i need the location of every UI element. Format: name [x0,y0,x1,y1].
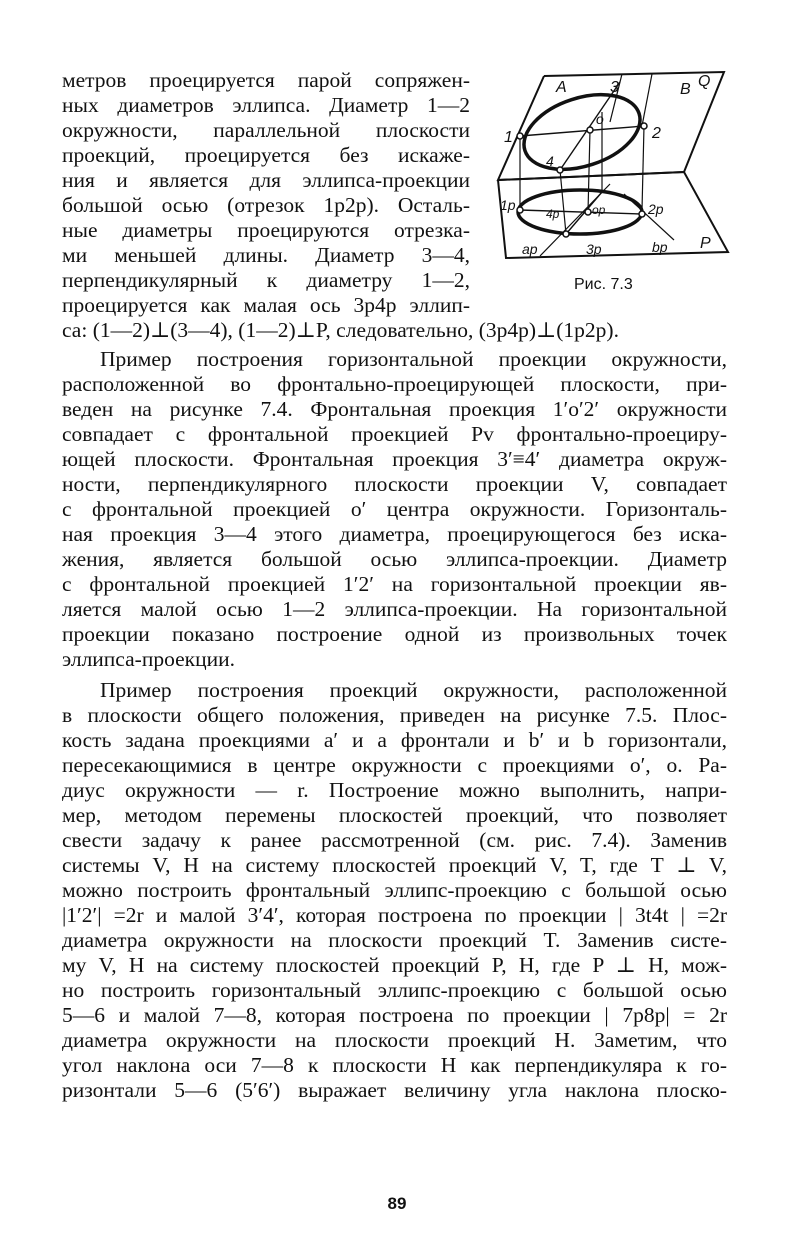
label-bp: bp [652,239,668,255]
point-1 [517,133,523,139]
text-line: системы V, H на систему плоскостей проекций V, T, где T ⊥ V, [62,853,727,877]
text-line: кость задана проекциями a′ и a фронтали и b′ и b горизонтали, [62,728,727,752]
label-1p: 1p [500,197,516,213]
point-2p [639,211,645,217]
text-line: угол наклона оси 7—8 к плоскости H как перпендикуляра к го- [62,1053,727,1077]
text-line: в плоскости общего положения, приведен на рисунке 7.5. Плос- [62,703,727,727]
label-2: 2 [652,125,661,142]
text-line: свести задачу к ранее рассмотренной (см. рис. 7.4). Заменив [62,828,727,852]
label-1: 1 [504,129,513,146]
text-line: са: (1—2)⊥(3—4), (1—2)⊥P, следовательно, (3p4p)⊥(1p2p). [62,318,619,342]
diameter-1-2 [520,126,644,136]
text-line: эллипса-проекции. [62,647,235,671]
text-line: проецируется как малая ось 3p4p эллип- [62,293,470,317]
text-line: ми меньшей длины. Диаметр 3—4, [62,243,470,267]
text-line: диаметра окружности на плоскости проекций H. Заметим, что [62,1028,727,1052]
text-line: большой осью (отрезок 1p2p). Осталь- [62,193,470,217]
text-line: ности, перпендикулярного плоскости проекции V, совпадает [62,472,727,496]
text-line: ных диаметров эллипса. Диаметр 1—2 [62,93,470,117]
figure-7-3 [492,52,732,272]
text-line: диаметра окружности на плоскости проекций T. Заменив систе- [62,928,727,952]
text-line: окружности, параллельной плоскости [62,118,470,142]
text-line: ные диаметры проецируются отрезка- [62,218,470,242]
text-line: пересекающимися в центре окружности с проекциями o′, o. Ра- [62,753,727,777]
text-line: веден на рисунке 7.4. Фронтальная проекция 1′o′2′ окружности [62,397,727,421]
point-3p [563,231,569,237]
text-line: можно построить фронтальный эллипс-проекцию с большой осью [62,878,727,902]
label-A: A [556,79,567,96]
point-2 [641,123,647,129]
text-line: проекций, проецируется без искаже- [62,143,470,167]
point-4 [557,167,563,173]
label-4: 4 [546,153,554,169]
label-B: B [680,81,691,98]
text-line: мер, методом перемены плоскостей проекций, что позволяет [62,803,727,827]
label-ap: ap [522,241,538,257]
label-2p: 2p [648,201,664,217]
text-line: но построить горизонтальный эллипс-проекцию с большой осью [62,978,727,1002]
text-line: метров проецируется парой сопряжен- [62,68,470,92]
axis-b [642,74,652,126]
label-Q: Q [698,73,711,90]
point-o [587,127,593,133]
figure-7-3-drawing [492,52,732,272]
label-4p: 4p [546,207,560,221]
text-line: диус окружности — r. Построение можно выполнить, напри- [62,778,727,802]
projector-4 [560,170,566,234]
paragraph-first-line: Пример построения горизонтальной проекции окружности, [100,347,727,371]
projector-2 [642,126,644,210]
page-number: 89 [387,1194,407,1213]
text-line: с фронтальной проекцией o′ центра окружности. Горизонталь- [62,497,727,521]
point-op [585,209,591,215]
label-3: 3 [610,79,619,96]
text-line: ния и является для эллипса-проекции [62,168,470,192]
text-line: ная проекция 3—4 этого диаметра, проецирующегося без иска- [62,522,727,546]
point-1p [517,207,523,213]
label-3p: 3p [586,241,602,257]
projector-o [588,130,590,212]
text-line: му V, H на систему плоскостей проекций P, H, где P ⊥ H, мож- [62,953,727,977]
text-line: расположенной во фронтально-проецирующей плоскости, при- [62,372,727,396]
text-line: ющей плоскости. Фронтальная проекция 3′≡4′ диаметра окруж- [62,447,727,471]
text-line: жения, является большой осью эллипса-проекции. Диаметр [62,547,727,571]
paragraph-first-line: Пример построения проекций окружности, расположенной [100,678,727,702]
figure-caption: Рис. 7.3 [574,276,633,293]
text-line: ризонтали 5—6 (5′6′) выражает величину угла наклона плоско- [62,1078,727,1102]
text-line: проекции показано построение одной из произвольных точек [62,622,727,646]
text-line: ляется малой осью 1—2 эллипса-проекции. На горизонтальной [62,597,727,621]
label-o: o [596,111,604,127]
text-line: перпендикулярный к диаметру 1—2, [62,268,470,292]
text-line: совпадает с фронтальной проекцией Pv фронтально-проециру- [62,422,727,446]
text-line: 5—6 и малой 7—8, которая построена по проекции | 7p8p| = 2r [62,1003,727,1027]
text-line: с фронтальной проекцией 1′2′ на горизонтальной проекции яв- [62,572,727,596]
text-line: |1′2′| =2r и малой 3′4′, которая построена по проекции | 3t4t | =2r [62,903,727,927]
label-op: op [592,203,606,217]
label-P: P [700,235,711,252]
